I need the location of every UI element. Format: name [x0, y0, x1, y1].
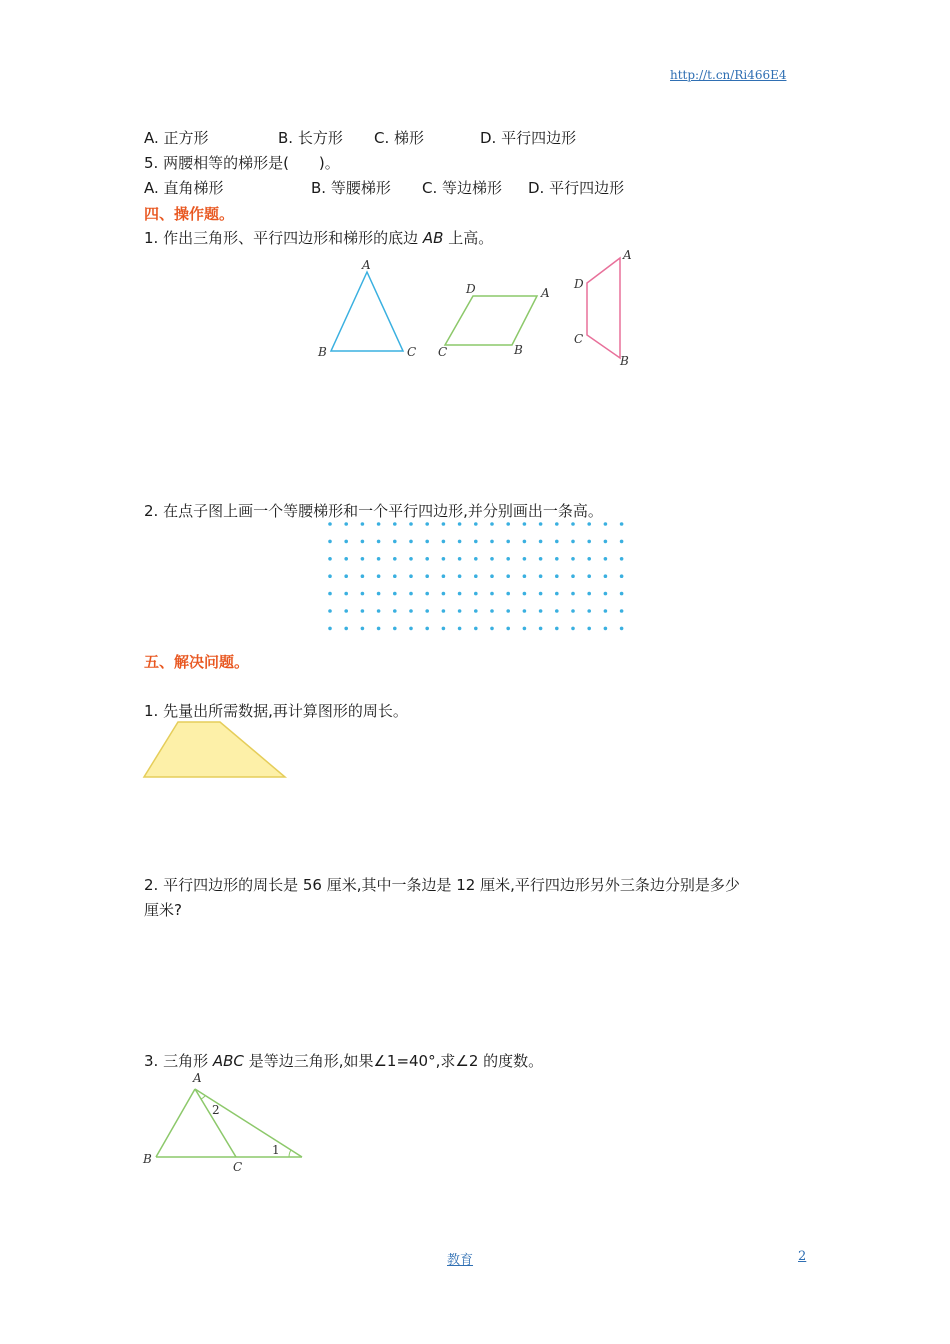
grid-dot	[490, 522, 494, 526]
grid-dot	[539, 592, 543, 596]
grid-dot	[474, 540, 478, 544]
grid-dot	[442, 627, 446, 631]
section5-q1: 1. 先量出所需数据,再计算图形的周长。	[144, 702, 408, 720]
grid-dot	[620, 574, 624, 578]
grid-dot	[474, 627, 478, 631]
grid-dot	[393, 627, 397, 631]
grid-dot	[393, 574, 397, 578]
parallelogram-label-c: C	[438, 345, 448, 359]
q5-option-b: B. 等腰梯形	[311, 179, 391, 197]
grid-dot	[490, 627, 494, 631]
grid-dot	[474, 522, 478, 526]
grid-dot	[523, 609, 527, 613]
triangle-label-b: B	[318, 345, 327, 359]
grid-dot	[555, 557, 559, 561]
segment-ab	[156, 1089, 195, 1157]
q4-options	[144, 127, 804, 147]
grid-dot	[555, 540, 559, 544]
grid-dot	[458, 627, 462, 631]
grid-dot	[620, 592, 624, 596]
grid-dot	[490, 609, 494, 613]
grid-dot	[555, 627, 559, 631]
trapezoid-figure	[140, 718, 290, 782]
grid-dot	[458, 609, 462, 613]
grid-dot	[490, 557, 494, 561]
q4-option-a: A. 正方形	[144, 129, 209, 147]
section4-q2: 2. 在点子图上画一个等腰梯形和一个平行四边形,并分别画出一条高。	[144, 502, 603, 520]
grid-dot	[490, 574, 494, 578]
grid-dot	[377, 592, 381, 596]
grid-dot	[587, 592, 591, 596]
grid-dot	[571, 627, 575, 631]
header-link[interactable]: http://t.cn/Ri466E4	[670, 68, 787, 82]
grid-dot	[458, 522, 462, 526]
grid-dot	[377, 609, 381, 613]
grid-dot	[409, 574, 413, 578]
grid-dot	[604, 557, 608, 561]
grid-dot	[539, 522, 543, 526]
grid-dot	[587, 557, 591, 561]
grid-dot	[458, 592, 462, 596]
grid-dot	[571, 609, 575, 613]
grid-dot	[409, 592, 413, 596]
grid-dot	[344, 592, 348, 596]
grid-dot	[539, 574, 543, 578]
grid-dot	[555, 609, 559, 613]
grid-dot	[361, 540, 365, 544]
grid-dot	[474, 592, 478, 596]
grid-dot	[328, 609, 332, 613]
section5-title: 五、解决问题。	[144, 653, 250, 671]
grid-dot	[620, 557, 624, 561]
grid-dot	[442, 574, 446, 578]
grid-dot	[620, 522, 624, 526]
q5-option-a: A. 直角梯形	[144, 179, 224, 197]
grid-dot	[458, 574, 462, 578]
grid-dot	[604, 540, 608, 544]
grid-dot	[393, 557, 397, 561]
section4-title: 四、操作题。	[144, 205, 235, 223]
grid-dot	[555, 574, 559, 578]
dot-grid[interactable]	[322, 516, 628, 636]
grid-dot	[571, 592, 575, 596]
trapezoid-label-a: A	[623, 248, 632, 262]
grid-dot	[506, 557, 510, 561]
q4-option-c: C. 梯形	[374, 129, 425, 147]
grid-dot	[442, 522, 446, 526]
grid-dot	[425, 557, 429, 561]
grid-dot	[474, 557, 478, 561]
section5-q3-prefix: 3. 三角形	[144, 1052, 209, 1070]
section4-q1-suffix: 上高。	[448, 229, 494, 247]
triangle-abc-label-c: C	[233, 1160, 243, 1174]
grid-dot	[377, 627, 381, 631]
grid-dot	[490, 592, 494, 596]
grid-dot	[377, 540, 381, 544]
q5-option-d: D. 平行四边形	[528, 179, 625, 197]
grid-dot	[425, 574, 429, 578]
grid-dot	[409, 627, 413, 631]
grid-dot	[620, 540, 624, 544]
grid-dot	[409, 540, 413, 544]
shapes-figure	[300, 245, 660, 375]
grid-dot	[328, 574, 332, 578]
grid-dot	[523, 574, 527, 578]
grid-dot	[539, 609, 543, 613]
grid-dot	[425, 592, 429, 596]
grid-dot	[409, 522, 413, 526]
grid-dot	[442, 557, 446, 561]
grid-dot	[604, 522, 608, 526]
trapezoid-shape	[587, 258, 620, 358]
grid-dot	[393, 592, 397, 596]
grid-dot	[523, 592, 527, 596]
grid-dot	[620, 609, 624, 613]
grid-dot	[344, 557, 348, 561]
q4-option-b: B. 长方形	[278, 129, 343, 147]
grid-dot	[425, 609, 429, 613]
grid-dot	[490, 540, 494, 544]
page-number[interactable]: 2	[798, 1249, 807, 1264]
grid-dot	[393, 609, 397, 613]
grid-dot	[328, 592, 332, 596]
grid-dot	[506, 609, 510, 613]
triangle-abc-figure	[136, 1068, 311, 1178]
triangle-label-c: C	[407, 345, 417, 359]
trapezoid-label-b: B	[620, 354, 629, 368]
segment-ad	[195, 1089, 302, 1157]
grid-dot	[571, 574, 575, 578]
grid-dot	[523, 557, 527, 561]
angle-2-arc	[201, 1096, 205, 1099]
trapezoid-label-d: D	[574, 277, 584, 291]
section5-q2-line2: 厘米?	[144, 901, 182, 919]
grid-dot	[442, 609, 446, 613]
grid-dot	[328, 522, 332, 526]
grid-dot	[539, 540, 543, 544]
triangle-label-a: A	[362, 258, 371, 272]
grid-dot	[604, 627, 608, 631]
section5-q3-abc: ABC	[212, 1052, 244, 1070]
grid-dot	[523, 540, 527, 544]
section5-q2-line1: 2. 平行四边形的周长是 56 厘米,其中一条边是 12 厘米,平行四边形另外三条边分别是多少	[144, 876, 740, 894]
grid-dot	[555, 592, 559, 596]
grid-dot	[425, 522, 429, 526]
grid-dot	[604, 574, 608, 578]
grid-dot	[344, 522, 348, 526]
grid-dot	[587, 574, 591, 578]
grid-dot	[361, 557, 365, 561]
grid-dot	[328, 540, 332, 544]
grid-dot	[458, 557, 462, 561]
grid-dot	[555, 522, 559, 526]
grid-dot	[539, 557, 543, 561]
q5-options	[144, 177, 804, 197]
grid-dot	[377, 574, 381, 578]
grid-dot	[523, 627, 527, 631]
grid-dot	[344, 574, 348, 578]
grid-dot	[571, 522, 575, 526]
angle-1-label: 1	[272, 1143, 280, 1157]
grid-dot	[377, 522, 381, 526]
grid-dot	[620, 627, 624, 631]
q4-option-d: D. 平行四边形	[480, 129, 577, 147]
grid-dot	[328, 557, 332, 561]
grid-dot	[539, 627, 543, 631]
grid-dot	[425, 627, 429, 631]
grid-dot	[442, 540, 446, 544]
section5-q3-suffix: 是等边三角形,如果∠1=40°,求∠2 的度数。	[248, 1052, 544, 1070]
q5-text: 5. 两腰相等的梯形是( )。	[144, 154, 340, 172]
yellow-trapezoid-shape	[144, 722, 285, 777]
grid-dot	[409, 557, 413, 561]
grid-dot	[393, 522, 397, 526]
grid-dot	[587, 522, 591, 526]
grid-dot	[523, 522, 527, 526]
parallelogram-label-a: A	[541, 286, 550, 300]
grid-dot	[604, 592, 608, 596]
grid-dot	[377, 557, 381, 561]
grid-dot	[506, 522, 510, 526]
grid-dot	[587, 540, 591, 544]
grid-dot	[344, 627, 348, 631]
parallelogram-label-d: D	[466, 282, 476, 296]
grid-dot	[361, 609, 365, 613]
grid-dot	[474, 609, 478, 613]
angle-2-label: 2	[212, 1103, 220, 1117]
grid-dot	[458, 540, 462, 544]
grid-dot	[506, 540, 510, 544]
grid-dot	[361, 592, 365, 596]
grid-dot	[442, 592, 446, 596]
grid-dot	[361, 574, 365, 578]
grid-dot	[571, 557, 575, 561]
grid-dot	[344, 609, 348, 613]
triangle-abc-label-b: B	[143, 1152, 152, 1166]
grid-dot	[506, 627, 510, 631]
grid-dot	[506, 574, 510, 578]
section4-q1-prefix: 1. 作出三角形、平行四边形和梯形的底边	[144, 229, 419, 247]
grid-dot	[328, 627, 332, 631]
grid-dot	[393, 540, 397, 544]
grid-dot	[506, 592, 510, 596]
footer-link[interactable]: 教育	[447, 1253, 474, 1268]
triangle-shape	[331, 272, 403, 351]
trapezoid-label-c: C	[574, 332, 584, 346]
section4-q1-ab: AB	[422, 229, 444, 247]
grid-dot	[571, 540, 575, 544]
grid-dot	[409, 609, 413, 613]
grid-dot	[344, 540, 348, 544]
grid-dot	[474, 574, 478, 578]
angle-1-arc	[289, 1150, 291, 1157]
grid-dot	[361, 522, 365, 526]
grid-dot	[587, 627, 591, 631]
grid-dot	[604, 609, 608, 613]
parallelogram-label-b: B	[514, 343, 523, 357]
parallelogram-shape	[445, 296, 537, 345]
grid-dot	[361, 627, 365, 631]
triangle-abc-label-a: A	[193, 1071, 202, 1085]
grid-dot	[587, 609, 591, 613]
q5-option-c: C. 等边梯形	[422, 179, 503, 197]
grid-dot	[425, 540, 429, 544]
